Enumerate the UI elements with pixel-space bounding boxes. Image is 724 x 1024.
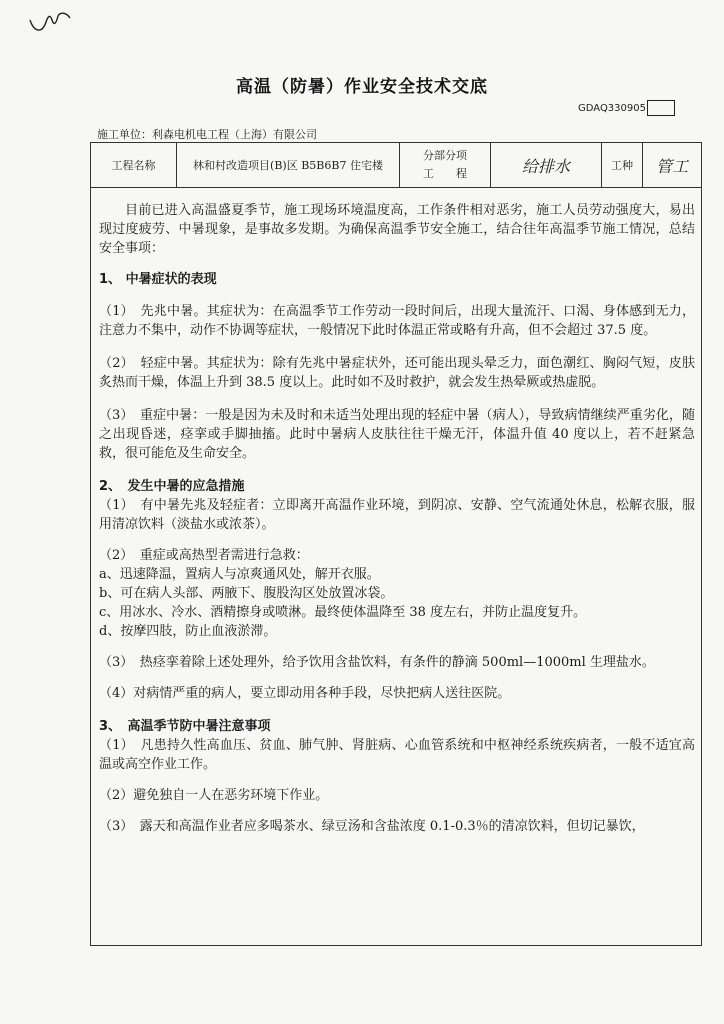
project-name-label: 工程名称 bbox=[111, 159, 156, 172]
construction-unit: 施工单位：利森电机电工程（上海）有限公司 bbox=[97, 128, 317, 141]
subdivision-value: 给排水 bbox=[521, 156, 570, 176]
s2-item-b: b、可在病人头部、两腋下、腹股沟区处放置冰袋。 bbox=[99, 586, 394, 601]
s2-item-c: c、用冰水、冷水、酒精擦身或喷淋。最终使体温降至 38 度左右，并防止温度复升。 bbox=[99, 605, 587, 620]
s2-paragraph-2: （2） 重症或高热型者需进行急救： bbox=[99, 548, 309, 563]
disclosure-sheet bbox=[90, 142, 702, 946]
sheet-body bbox=[99, 201, 695, 836]
s2-paragraph-1: （1） 有中暑先兆及轻症者：立即离开高温作业环境，到阴凉、安静、空气流通处休息，松解衣服，服用清凉饮料（淡盐水或浓茶）。 bbox=[99, 498, 695, 532]
subdivision-label-line2: 工 程 bbox=[423, 167, 467, 180]
info-row bbox=[91, 143, 701, 188]
handwritten-mark bbox=[28, 6, 88, 36]
s2-item-d: d、按摩四肢，防止血液淤滞。 bbox=[99, 624, 277, 639]
s3-paragraph-3: （3） 露天和高温作业者应多喝茶水、绿豆汤和含盐浓度 0.1-0.3％的清凉饮料，但切记暴饮， bbox=[99, 819, 645, 834]
s2-paragraph-3: （3） 热痉挛着除上述处理外，给予饮用含盐饮料，有条件的静滴 500ml—1000ml 生理盐水。 bbox=[99, 655, 655, 670]
intro-paragraph: 目前已进入高温盛夏季节，施工现场环境温度高，工作条件相对恶劣，施工人员劳动强度大，易出现过度疲劳、中暑现象，是事故多发期。为确保高温季节安全施工，结合往年高温季节施工情况，总结安全事项： bbox=[99, 203, 695, 256]
code-box bbox=[647, 100, 675, 116]
section-3-heading: 3、 高温季节防中暑注意事项 bbox=[99, 719, 271, 734]
trade-value: 管工 bbox=[655, 156, 688, 176]
subdivision-label-line1: 分部分项 bbox=[423, 149, 467, 162]
document-title: 高温（防暑）作业安全技术交底 bbox=[236, 77, 488, 97]
s1-paragraph-3: （3） 重症中暑：一般是因为未及时和未适当处理出现的轻症中暑（病人），导致病情继续严重劣化，随之出现昏迷，痉挛或手脚抽搐。此时中暑病人皮肤往往干燥无汗，体温升值 40 度以上，若不赶紧急救，很可能危及生命安全。 bbox=[99, 408, 695, 461]
document-code bbox=[578, 100, 675, 116]
subdivision-label bbox=[400, 143, 490, 187]
s1-paragraph-2: （2） 轻症中暑。其症状为：除有先兆中暑症状外，还可能出现头晕乏力，面色潮红、胸闷气短，皮肤炙热而干燥，体温上升到 38.5 度以上。此时如不及时救护，就会发生热晕厥或热虚脱。 bbox=[99, 356, 695, 390]
s3-paragraph-1: （1） 凡患持久性高血压、贫血、肺气肿、肾脏病、心血管系统和中枢神经系统疾病者，一般不适宜高温或高空作业工作。 bbox=[99, 738, 695, 772]
s2-item-a: a、迅速降温，置病人与凉爽通风处，解开衣服。 bbox=[99, 567, 380, 582]
section-2-heading: 2、 发生中暑的应急措施 bbox=[99, 479, 245, 494]
project-name-value: 林和村改造项目(B)区 B5B6B7 住宅楼 bbox=[193, 159, 383, 172]
s1-paragraph-1: （1） 先兆中暑。其症状为：在高温季节工作劳动一段时间后，出现大量流汗、口渴、身体感到无力，注意力不集中，动作不协调等症状，一般情况下此时体温正常或略有升高，但不会超过 37.5 度。 bbox=[99, 304, 695, 338]
section-1-heading: 1、 中暑症状的表现 bbox=[99, 272, 217, 287]
s2-paragraph-4: （4）对病情严重的病人，要立即动用各种手段，尽快把病人送往医院。 bbox=[99, 686, 511, 701]
s3-paragraph-2: （2）避免独自一人在恶劣环境下作业。 bbox=[99, 788, 329, 803]
document-code-text: GDAQ330905 bbox=[578, 103, 646, 114]
trade-label: 工种 bbox=[611, 159, 633, 172]
